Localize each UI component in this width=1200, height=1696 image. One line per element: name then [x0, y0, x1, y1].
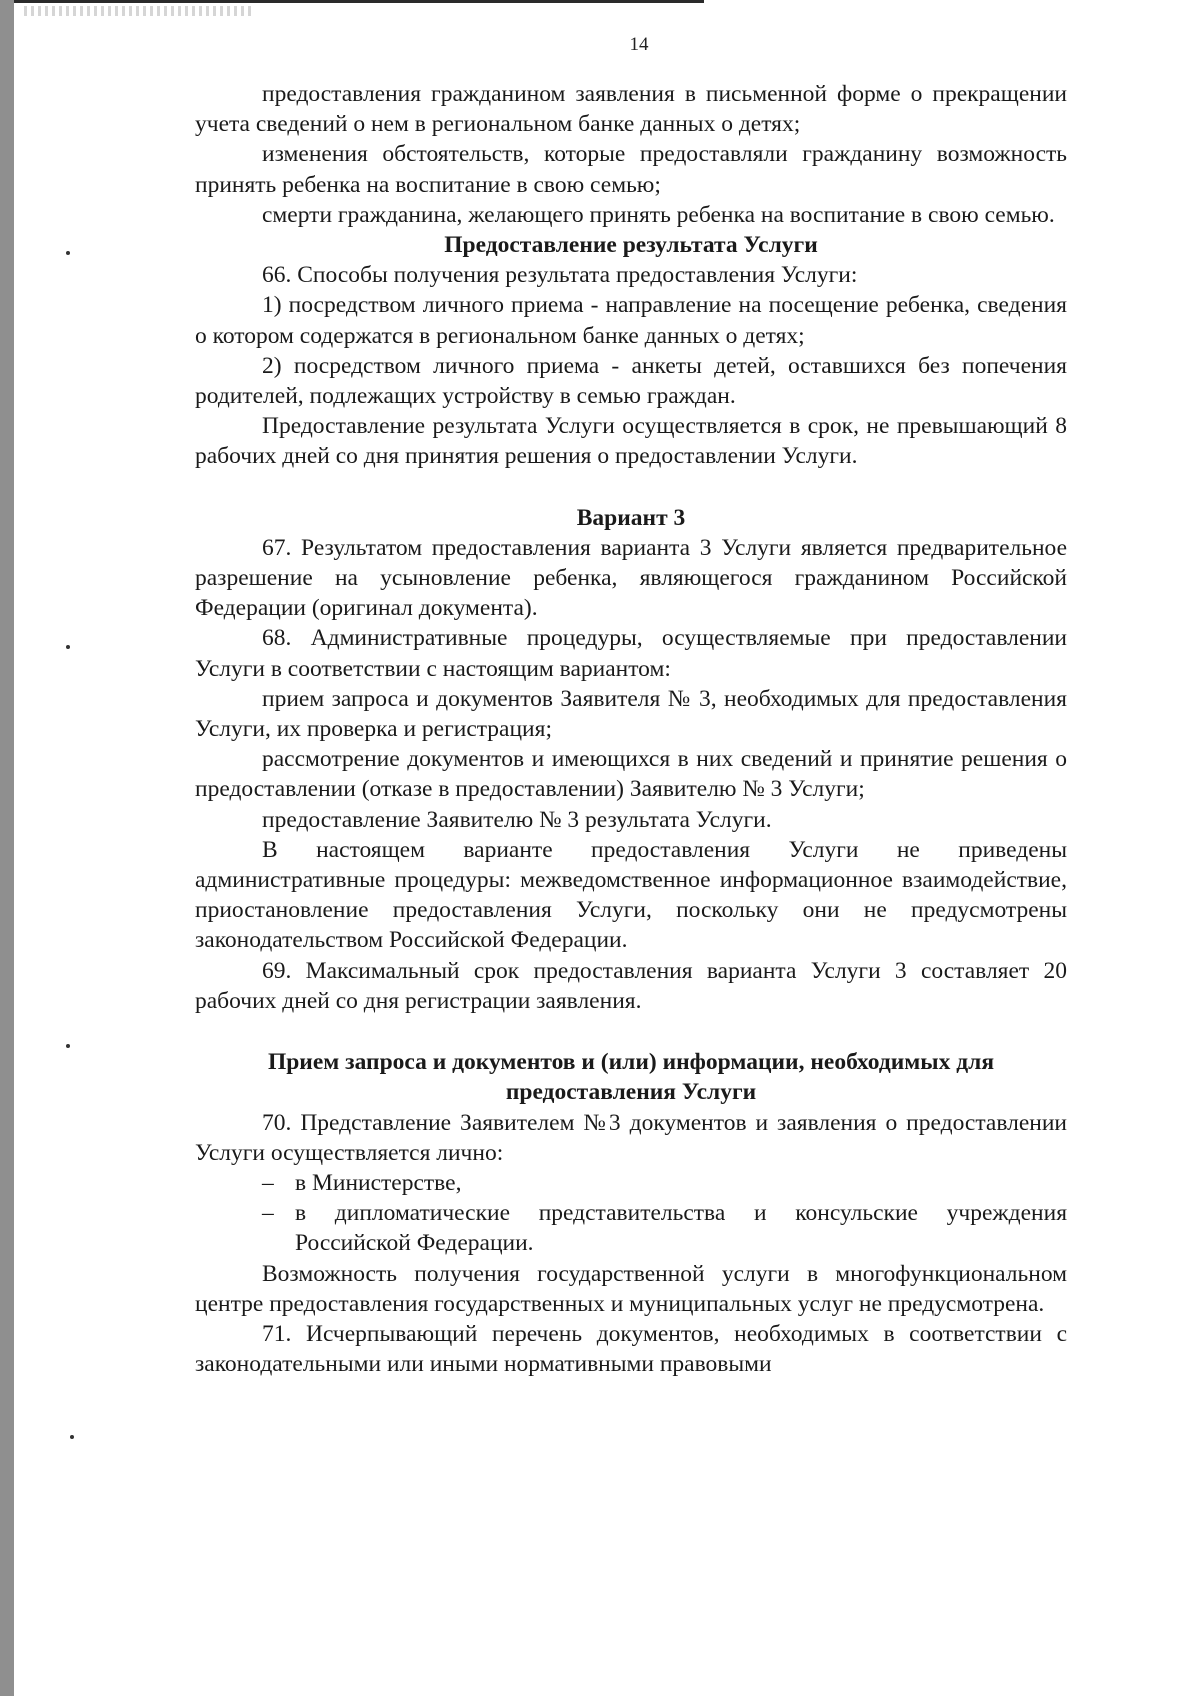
section-spacer	[195, 1016, 1067, 1047]
paragraph: 71. Исчерпывающий перечень документов, необходимых в соответствии с законодательными или иными нормативными правовыми	[195, 1320, 1067, 1378]
dash-marker: –	[262, 1200, 274, 1227]
dash-marker: –	[262, 1169, 274, 1196]
paragraph: предоставление Заявителю № 3 результата Услуги.	[262, 806, 772, 833]
list-item-text: в дипломатические представительства и консульские учреждения Российской Федерации.	[295, 1200, 1067, 1257]
page-number: 14	[629, 34, 649, 55]
paragraph: 2) посредством личного приема - анкеты детей, оставшихся без попечения родителей, подлежащих устройству в семью граждан.	[195, 352, 1067, 410]
scan-left-edge	[0, 0, 14, 1696]
document-body	[195, 79, 1067, 1379]
paragraph: 69. Максимальный срок предоставления варианта Услуги 3 составляет 20 рабочих дней со дня регистрации заявления.	[195, 957, 1067, 1014]
scan-top-edge	[14, 0, 704, 3]
paragraph: 68. Административные процедуры, осуществляемые при предоставлении Услуги в соответствии с настоящим вариантом:	[195, 625, 1067, 682]
scan-speck	[70, 1435, 74, 1439]
paragraph: 70. Представление Заявителем №3 документов и заявления о предоставлении Услуги осуществляется лично:	[195, 1109, 1067, 1166]
list-item-text: в Министерстве,	[295, 1169, 462, 1196]
paragraph: 1) посредством личного приема - направление на посещение ребенка, сведения о котором содержатся в региональном банке данных о детях;	[195, 292, 1067, 349]
scan-speck	[66, 251, 70, 255]
scan-speck	[66, 1044, 70, 1048]
paragraph: В настоящем варианте предоставления Услуги не приведены административные процедуры: межведомственное информационное взаимодействие, приостановление предоставления Услуги, поскольку они не предусмотрены законодательством Российской Федерации.	[195, 836, 1067, 954]
scan-speck	[66, 645, 70, 649]
list-item	[195, 1198, 1067, 1258]
scan-artifact	[24, 6, 254, 16]
paragraph: 66. Способы получения результата предоставления Услуги:	[262, 262, 858, 289]
paragraph: Возможность получения государственной услуги в многофункциональном центре предоставления государственных и муниципальных услуг не предусмотрена.	[195, 1260, 1067, 1317]
section-heading: Предоставление результата Услуги	[444, 232, 818, 259]
list-item	[195, 1168, 1067, 1198]
section-heading: Вариант 3	[576, 504, 686, 531]
section-heading: Прием запроса и документов и (или) информации, необходимых для предоставления Услуги	[267, 1049, 995, 1106]
paragraph: предоставления гражданином заявления в письменной форме о прекращении учета сведений о нем в региональном банке данных о детях;	[195, 81, 1067, 138]
document-page	[14, 0, 1200, 1696]
paragraph: 67. Результатом предоставления варианта 3 Услуги является предварительное разрешение на усыновление ребенка, являющегося гражданином Российской Федерации (оригинал документа).	[195, 534, 1067, 622]
paragraph: Предоставление результата Услуги осуществляется в срок, не превышающий 8 рабочих дней со дня принятия решения о предоставлении Услуги.	[195, 413, 1067, 470]
paragraph: смерти гражданина, желающего принять ребенка на воспитание в свою семью.	[262, 201, 1055, 228]
paragraph: изменения обстоятельств, которые предоставляли гражданину возможность принять ребенка на воспитание в свою семью;	[195, 141, 1067, 198]
paragraph: прием запроса и документов Заявителя № 3, необходимых для предоставления Услуги, их проверка и регистрация;	[195, 685, 1067, 743]
section-spacer	[195, 472, 1067, 503]
paragraph: рассмотрение документов и имеющихся в них сведений и принятие решения о предоставлении (отказе в предоставлении) Заявителю № 3 Услуги;	[195, 746, 1067, 803]
